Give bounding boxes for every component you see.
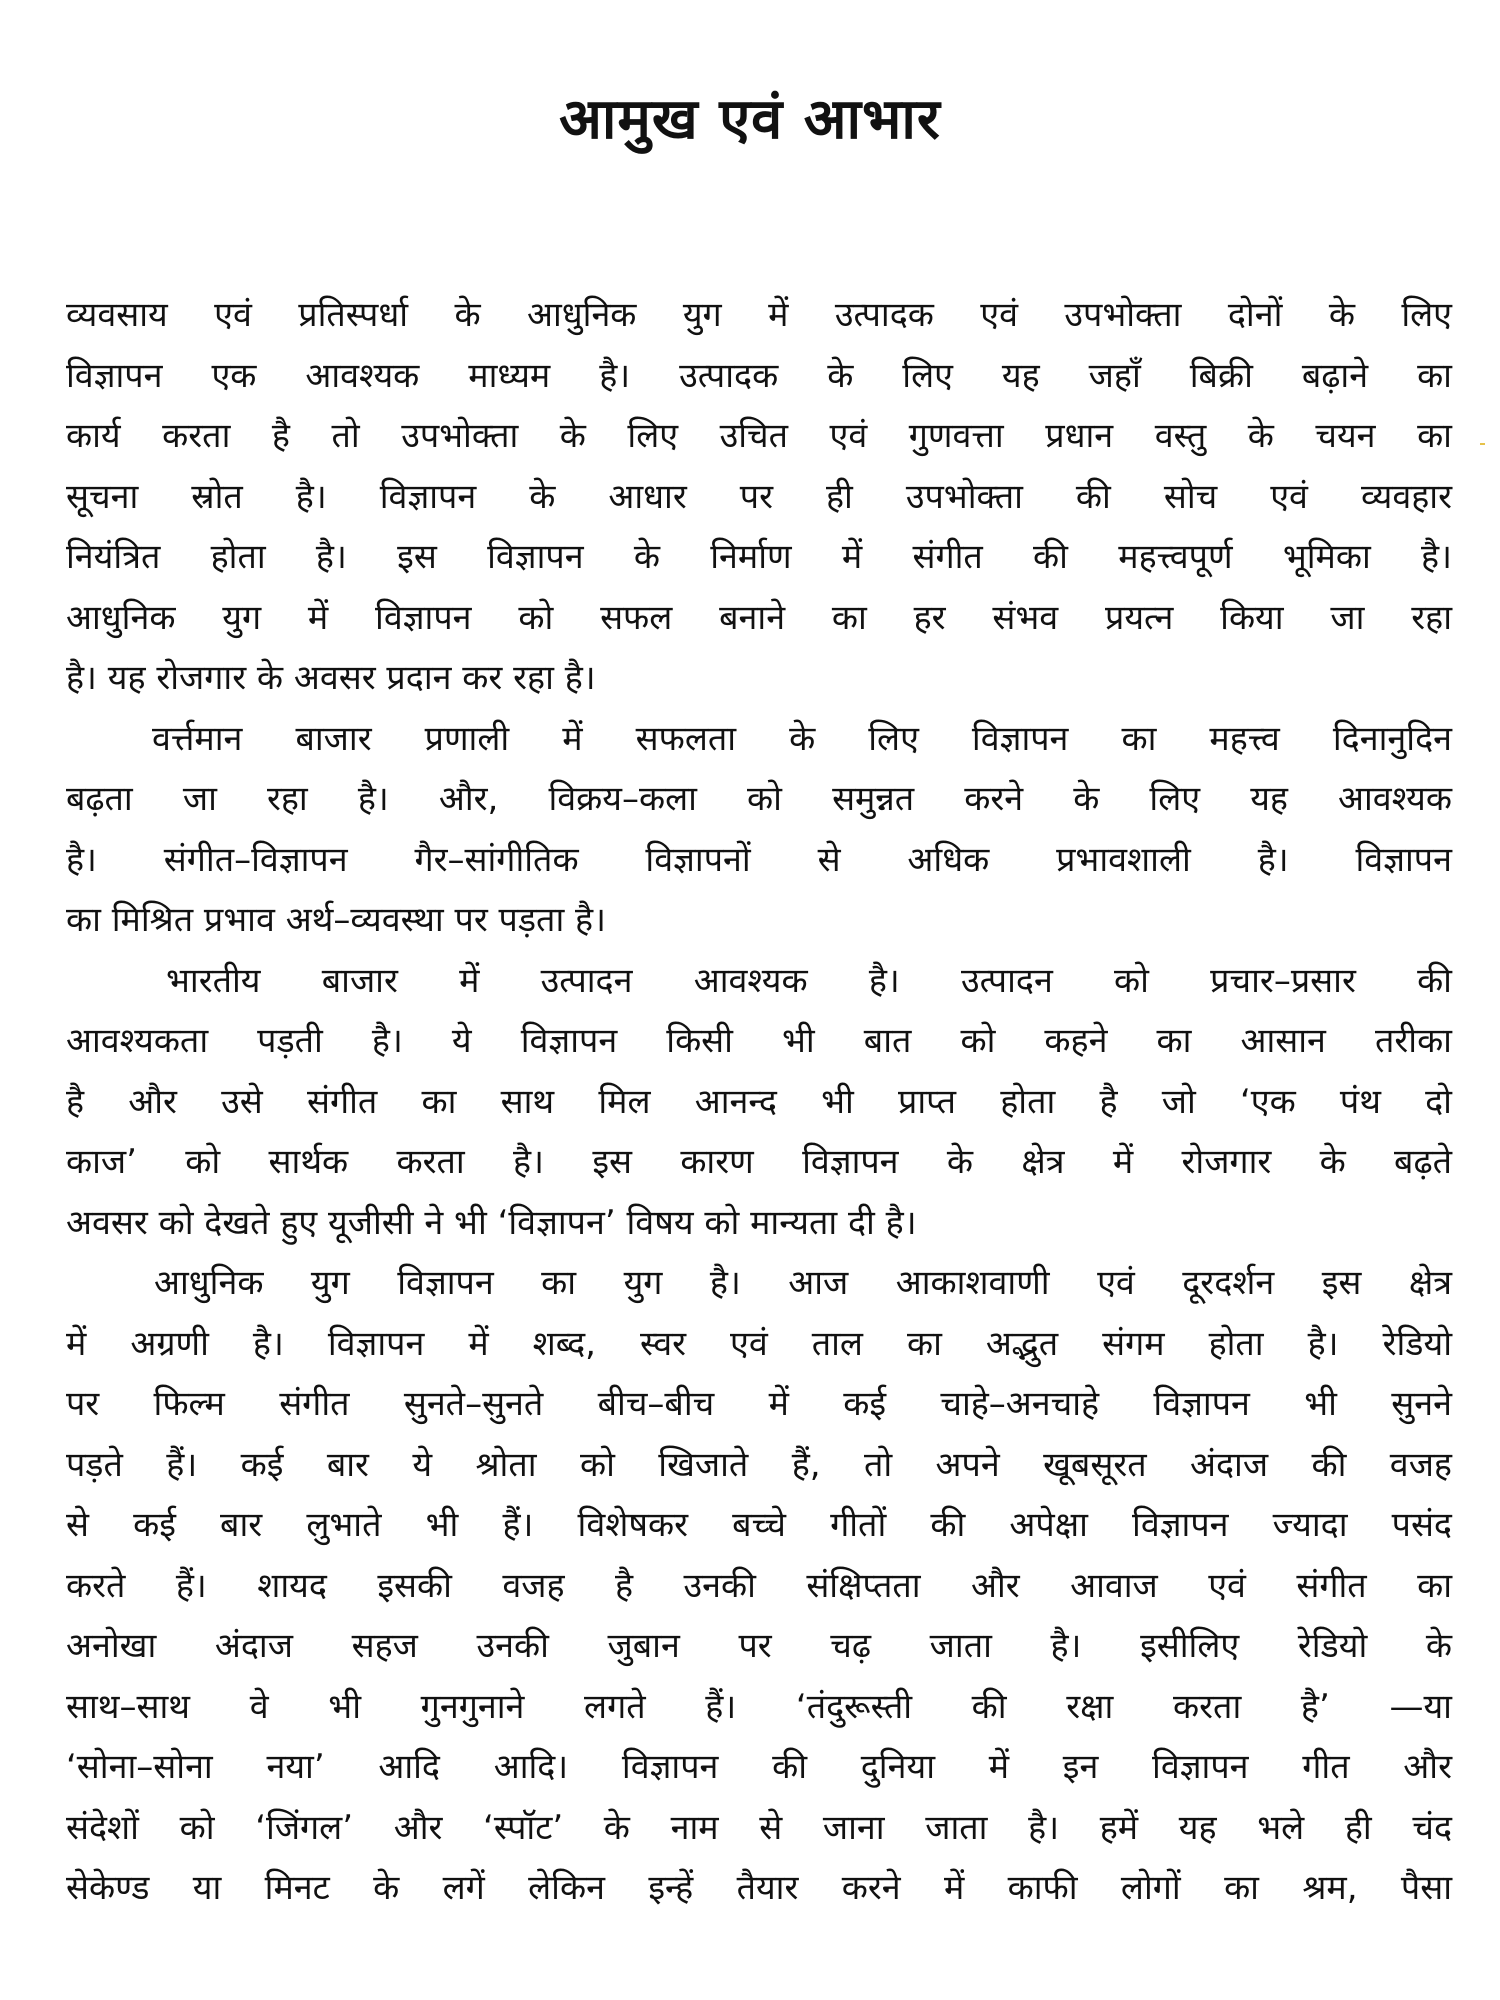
text-line: है। संगीत–विज्ञापन गैर–सांगीतिक विज्ञापनों से अधिक प्रभावशाली है। विज्ञापन [66,839,1452,880]
page-title: आमुख एवं आभार [559,87,941,152]
body-text [66,285,1452,1919]
text-line: काज’ को सार्थक करता है। इस कारण विज्ञापन के क्षेत्र में रोजगार के बढ़ते [66,1142,1452,1182]
text-line: आधुनिक युग में विज्ञापन को सफल बनाने का हर संभव प्रयत्न किया जा रहा [66,597,1452,638]
text-line: है। यह रोजगार के अवसर प्रदान कर रहा है। [66,658,596,698]
text-line: है और उसे संगीत का साथ मिल आनन्द भी प्राप्त होता है जो ‘एक पंथ दो [66,1081,1452,1122]
text-line: पर फिल्म संगीत सुनते–सुनते बीच–बीच में कई चाहे–अनचाहे विज्ञापन भी सुनने [66,1384,1452,1424]
text-line: विज्ञापन एक आवश्यक माध्यम है। उत्पादक के लिए यह जहाँ बिक्री बढ़ाने का [66,355,1452,396]
text-line: सूचना स्रोत है। विज्ञापन के आधार पर ही उपभोक्ता की सोच एवं व्यवहार [66,476,1452,517]
text-line: अवसर को देखते हुए यूजीसी ने भी ‘विज्ञापन’ विषय को मान्यता दी है। [66,1202,917,1243]
text-line: का मिश्रित प्रभाव अर्थ–व्यवस्था पर पड़ता है। [66,900,606,940]
paragraph-1 [66,285,1452,709]
paragraph-3 [66,951,1452,1254]
text-line: वर्त्तमान बाजार प्रणाली में सफलता के लिए विज्ञापन का महत्त्व दिनानुदिन [152,718,1452,759]
text-line: सेकेण्ड या मिनट के लगें लेकिन इन्हें तैयार करने में काफी लोगों का श्रम, पैसा [66,1868,1452,1908]
paragraph-2 [66,709,1452,951]
text-line: आधुनिक युग विज्ञापन का युग है। आज आकाशवाणी एवं दूरदर्शन इस क्षेत्र [154,1263,1452,1303]
text-line: ‘सोना–सोना नया’ आदि आदि। विज्ञापन की दुनिया में इन विज्ञापन गीत और [66,1747,1452,1787]
text-line: संदेशों को ‘जिंगल’ और ‘स्पॉट’ के नाम से जाना जाता है। हमें यह भले ही चंद [66,1807,1452,1848]
text-line: कार्य करता है तो उपभोक्ता के लिए उचित एवं गुणवत्ता प्रधान वस्तु के चयन का [66,416,1452,456]
text-line: करते हैं। शायद इसकी वजह है उनकी संक्षिप्तता और आवाज एवं संगीत का [66,1565,1452,1606]
scan-speck [1480,443,1485,445]
text-line: पड़ते हैं। कई बार ये श्रोता को खिजाते हैं, तो अपने खूबसूरत अंदाज की वजह [66,1444,1452,1485]
text-line: व्यवसाय एवं प्रतिस्पर्धा के आधुनिक युग में उत्पादक एवं उपभोक्ता दोनों के लिए [66,295,1452,335]
text-line: साथ–साथ वे भी गुनगुनाने लगते हैं। ‘तंदुरूस्ती की रक्षा करता है’ —या [66,1686,1452,1727]
text-line: आवश्यकता पड़ती है। ये विज्ञापन किसी भी बात को कहने का आसान तरीका [66,1021,1452,1061]
text-line: नियंत्रित होता है। इस विज्ञापन के निर्माण में संगीत की महत्त्वपूर्ण भूमिका है। [66,537,1452,577]
text-line: बढ़ता जा रहा है। और, विक्रय–कला को समुन्नत करने के लिए यह आवश्यक [66,779,1452,819]
text-line: से कई बार लुभाते भी हैं। विशेषकर बच्चे गीतों की अपेक्षा विज्ञापन ज्यादा पसंद [66,1505,1452,1545]
text-line: में अग्रणी है। विज्ञापन में शब्द, स्वर एवं ताल का अद्भुत संगम होता है। रेडियो [66,1323,1452,1364]
text-line: भारतीय बाजार में उत्पादन आवश्यक है। उत्पादन को प्रचार–प्रसार की [166,960,1452,1001]
paragraph-4 [66,1253,1452,1919]
text-line: अनोखा अंदाज सहज उनकी जुबान पर चढ़ जाता है। इसीलिए रेडियो के [66,1626,1452,1666]
